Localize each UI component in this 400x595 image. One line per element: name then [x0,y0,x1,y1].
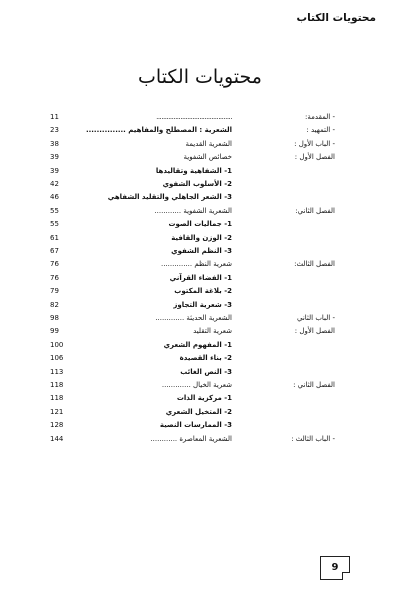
toc-entry-title [164,340,232,351]
toc-entry-title [86,125,232,136]
toc-page-number: 39 [50,166,59,175]
toc-title-text: شعرية التقليد [193,327,232,336]
toc-leader-dots: ............ [154,206,184,215]
toc-entry [0,192,400,203]
toc-entry-title [171,246,232,257]
toc-entry-title [171,233,232,244]
toc-entry [0,340,400,351]
toc-entry [0,233,400,244]
toc-title-text: الشعرية : المصطلح والمفاهيم [128,126,232,135]
toc-part-label: - المقدمة: [305,113,335,121]
toc-page-number: 118 [50,394,64,403]
toc-title-text: الشعرية الشفوية [183,206,232,215]
toc-entry-title [168,219,232,230]
toc-page-number: 144 [50,434,64,443]
toc-title-text: 3- شعرية التجاوز [173,300,232,309]
toc-entry [0,407,400,418]
toc-entry-title [193,326,232,337]
running-header: محتويات الكتاب [296,12,376,24]
toc-title-text: 2- بناء القصيدة [179,354,232,363]
toc-entry-title [162,380,232,391]
toc-entry-title [150,434,232,445]
toc-entry-title [160,420,232,431]
toc-entry-title [177,393,232,404]
toc-entry-title [184,152,232,163]
toc-entry [0,139,400,150]
toc-part-label: - الباب الثاني [297,314,335,322]
toc-chapter-label: الفصل الأول : [294,327,335,336]
toc-title-text: خصائص الشفوية [183,153,232,162]
toc-title-text: 2- الأسلوب الشفوي [162,180,232,188]
toc-entry [0,393,400,404]
toc-title-text: 1- مركزية الذات [176,394,232,403]
toc-page-number: 55 [50,220,59,229]
page-title: محتويات الكتاب [138,66,262,88]
toc-entry [0,367,400,378]
toc-page-number: 121 [50,407,64,416]
toc-title-text: 2- الوزن والقافية [171,233,232,242]
toc-entry [0,326,400,337]
toc-entry [0,206,400,217]
toc-title-text: 2- بلاغة المكتوب [174,287,232,296]
toc-chapter-label: الفصل الثاني : [293,381,335,389]
toc-page-number: 99 [50,327,59,336]
toc-entry-title [180,353,232,364]
toc-entry [0,420,400,431]
toc-entry [0,112,400,123]
toc-page-number: 23 [50,126,59,135]
toc-entry [0,273,400,284]
toc-page-number: 118 [50,381,64,389]
toc-entry [0,300,400,311]
toc-page-number: 11 [50,113,59,121]
toc-page-number: 46 [50,193,59,202]
toc-title-text: 1- المفهوم الشعري [163,340,232,349]
toc-title-text: الشعرية المعاصرة [179,434,232,443]
toc-entry-title [161,259,232,270]
toc-entry [0,179,400,190]
toc-part-label: - الباب الأول : [294,139,335,148]
toc-entry-title [166,407,232,418]
toc-entry [0,313,400,324]
toc-entry [0,152,400,163]
toc-title-text: 3- الشعر الجاهلي والتقليد الشفاهي [107,193,232,202]
toc-entry-title [173,300,232,311]
toc-entry [0,286,400,297]
toc-leader-dots: ............................................ [156,113,232,121]
toc-title-text: 1- الشفاهية وتقاليدها [155,166,232,175]
toc-chapter-label: الفصل الثاني: [295,206,335,215]
toc-entry [0,125,400,136]
toc-title-text: 3- الممارسات النصية [159,421,232,430]
toc-page-number: 76 [50,260,59,269]
toc-title-text: 3- النص الغائب [180,367,232,376]
toc-page-number: 55 [50,206,59,215]
toc-page-number: 42 [50,180,59,188]
toc-page-number: 128 [50,421,64,430]
toc-page-number: 67 [50,247,59,255]
toc-entry-title [154,206,232,217]
toc-entry-title [156,166,232,177]
toc-entry [0,380,400,391]
toc-title-text: شعرية الخيال [193,381,232,389]
toc-entry-title [185,139,232,150]
toc-entry-title [180,367,232,378]
toc-part-label: - التمهيد : [306,126,335,135]
toc-title-text: شعرية النظم [194,260,232,269]
toc-entry-title [108,192,232,203]
toc-title-text: 3- النظم الشفوي [171,247,232,255]
toc-chapter-label: الفصل الأول : [294,153,335,162]
toc-page-number: 61 [50,233,59,242]
toc-title-text: الشعرية الحديثة [186,314,232,322]
toc-title-text: 1- الفضاء القرآني [169,273,232,282]
toc-entry-title [170,273,232,284]
toc-entry [0,434,400,445]
toc-page-number: 98 [50,314,59,322]
toc-part-label: - الباب الثالث : [291,434,335,443]
toc-leader-dots: ............. [155,314,187,322]
toc-chapter-label: الفصل الثالث: [294,260,335,269]
toc-leader-dots: ............... [85,126,129,135]
toc-page-number: 113 [50,367,64,376]
toc-entry [0,246,400,257]
toc-entry-title [156,112,232,123]
toc-entry [0,166,400,177]
toc-entry [0,259,400,270]
toc-page-number: 76 [50,273,59,282]
toc-leader-dots: ............ [150,434,180,443]
toc-entry-title [155,313,232,324]
toc-page-number: 106 [50,354,64,363]
toc-title-text: الشعرية القديمة [185,139,232,148]
toc-entry [0,353,400,364]
toc-page-number: 82 [50,300,59,309]
toc-page-number: 79 [50,287,59,296]
toc-leader-dots: ............. [161,381,194,389]
toc-entry-title [163,179,232,190]
toc-title-text: 2- المتخيل الشعري [165,407,232,416]
toc-page-number: 100 [50,340,64,349]
toc-page-number: 38 [50,139,59,148]
toc-entry-title [174,286,232,297]
page-number: 9 [320,556,350,580]
toc-title-text: 1- جماليات الصوت [168,220,232,229]
toc-leader-dots: .............. [160,260,195,269]
toc-page-number: 39 [50,153,59,162]
toc-entry [0,219,400,230]
